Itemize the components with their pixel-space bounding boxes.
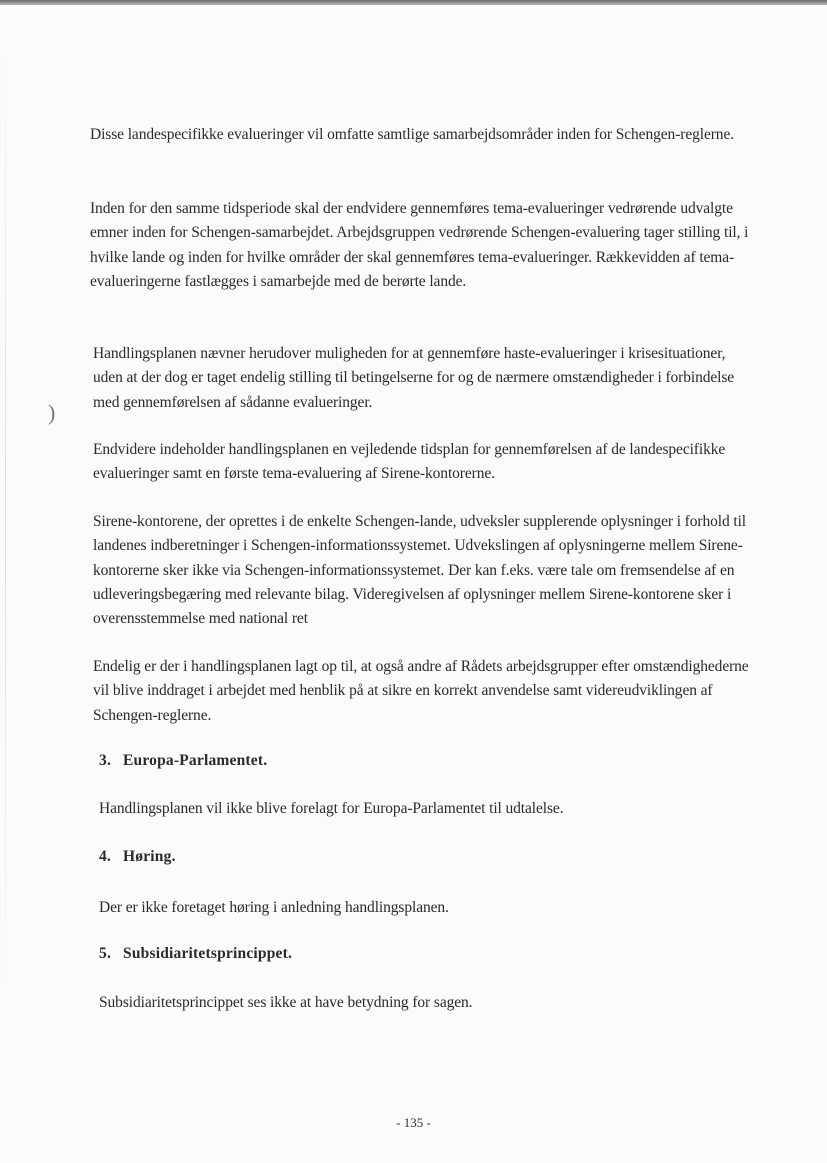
section-number: 3. [99, 752, 112, 769]
section-title: Subsidiaritetsprincippet. [123, 945, 293, 962]
paragraph-arbejdsgrupper: Endelig er der i handlingsplanen lagt op til, at også andre af Rådets arbejdsgrupper efter omstændighederne vil blive inddraget i arbejdet med henblik på at sikre en korrekt anvendelse samt videreudviklingen af Schengen-reglerne. [93, 658, 749, 724]
paragraph-landespecifikke: Disse landespecifikke evalueringer vil omfatte samtlige samarbejdsområder inden for Schengen-reglerne. [90, 126, 734, 143]
section-number: 5. [99, 945, 112, 962]
section-title: Europa-Parlamentet. [123, 752, 268, 769]
section-heading-subsidiaritet [99, 945, 292, 963]
paragraph-tidsplan: Endvidere indeholder handlingsplanen en vejledende tidsplan for gennemførelsen af de landespecifikke evalueringer samt en første tema-evaluering af Sirene-kontorerne. [93, 441, 726, 483]
section-number: 4. [99, 848, 112, 865]
top-edge-rule [0, 0, 827, 5]
section-body-europa-parlamentet: Handlingsplanen vil ikke blive forelagt for Europa-Parlamentet til udtalelse. [99, 800, 564, 817]
section-body-horing: Der er ikke foretaget høring i anledning handlingsplanen. [99, 899, 449, 916]
paragraph-haste-evalueringer: Handlingsplanen nævner herudover muligheden for at gennemføre haste-evalueringer i krisesituationer, uden at der dog er taget endelig stilling til betingelserne for og de nærmere omstændigheder i forbindelse med gennemførelsen af sådanne evalueringer. [93, 345, 735, 411]
page-number: - 135 - [396, 1115, 431, 1130]
section-title: Høring. [123, 848, 176, 865]
paragraph-sirene-kontorene: Sirene-kontorene, der oprettes i de enkelte Schengen-lande, udveksler supplerende oplysninger i forhold til landenes indberetninger i Schengen-informationssystemet. Udvekslingen af oplysningerne mellem Sirene-kontorerne sker ikke via Schengen-informationssystemet. Der kan f.eks. være tale om fremsendelse af en udleveringsbegæring med relevante bilag. Videregivelsen af oplysninger mellem Sirene-kontorene sker i overensstemmelse med national ret [93, 513, 747, 628]
section-heading-europa-parlamentet [99, 752, 267, 770]
section-heading-horing [99, 848, 176, 866]
margin-parenthesis-mark: ) [48, 400, 56, 425]
section-body-subsidiaritet: Subsidiaritetsprincippet ses ikke at have betydning for sagen. [99, 994, 473, 1011]
scan-margin-mark [5, 30, 6, 1010]
paragraph-tema-evalueringer: Inden for den samme tidsperiode skal der endvidere gennemføres tema-evalueringer vedrørende udvalgte emner inden for Schengen-samarbejdet. Arbejdsgruppen vedrørende Schengen-evaluering tager stilling til, i hvilke lande og inden for hvilke områder der skal gennemføres tema-evalueringer. Rækkevidden af tema-evalueringerne fastlægges i samarbejde med de berørte lande. [90, 200, 749, 290]
